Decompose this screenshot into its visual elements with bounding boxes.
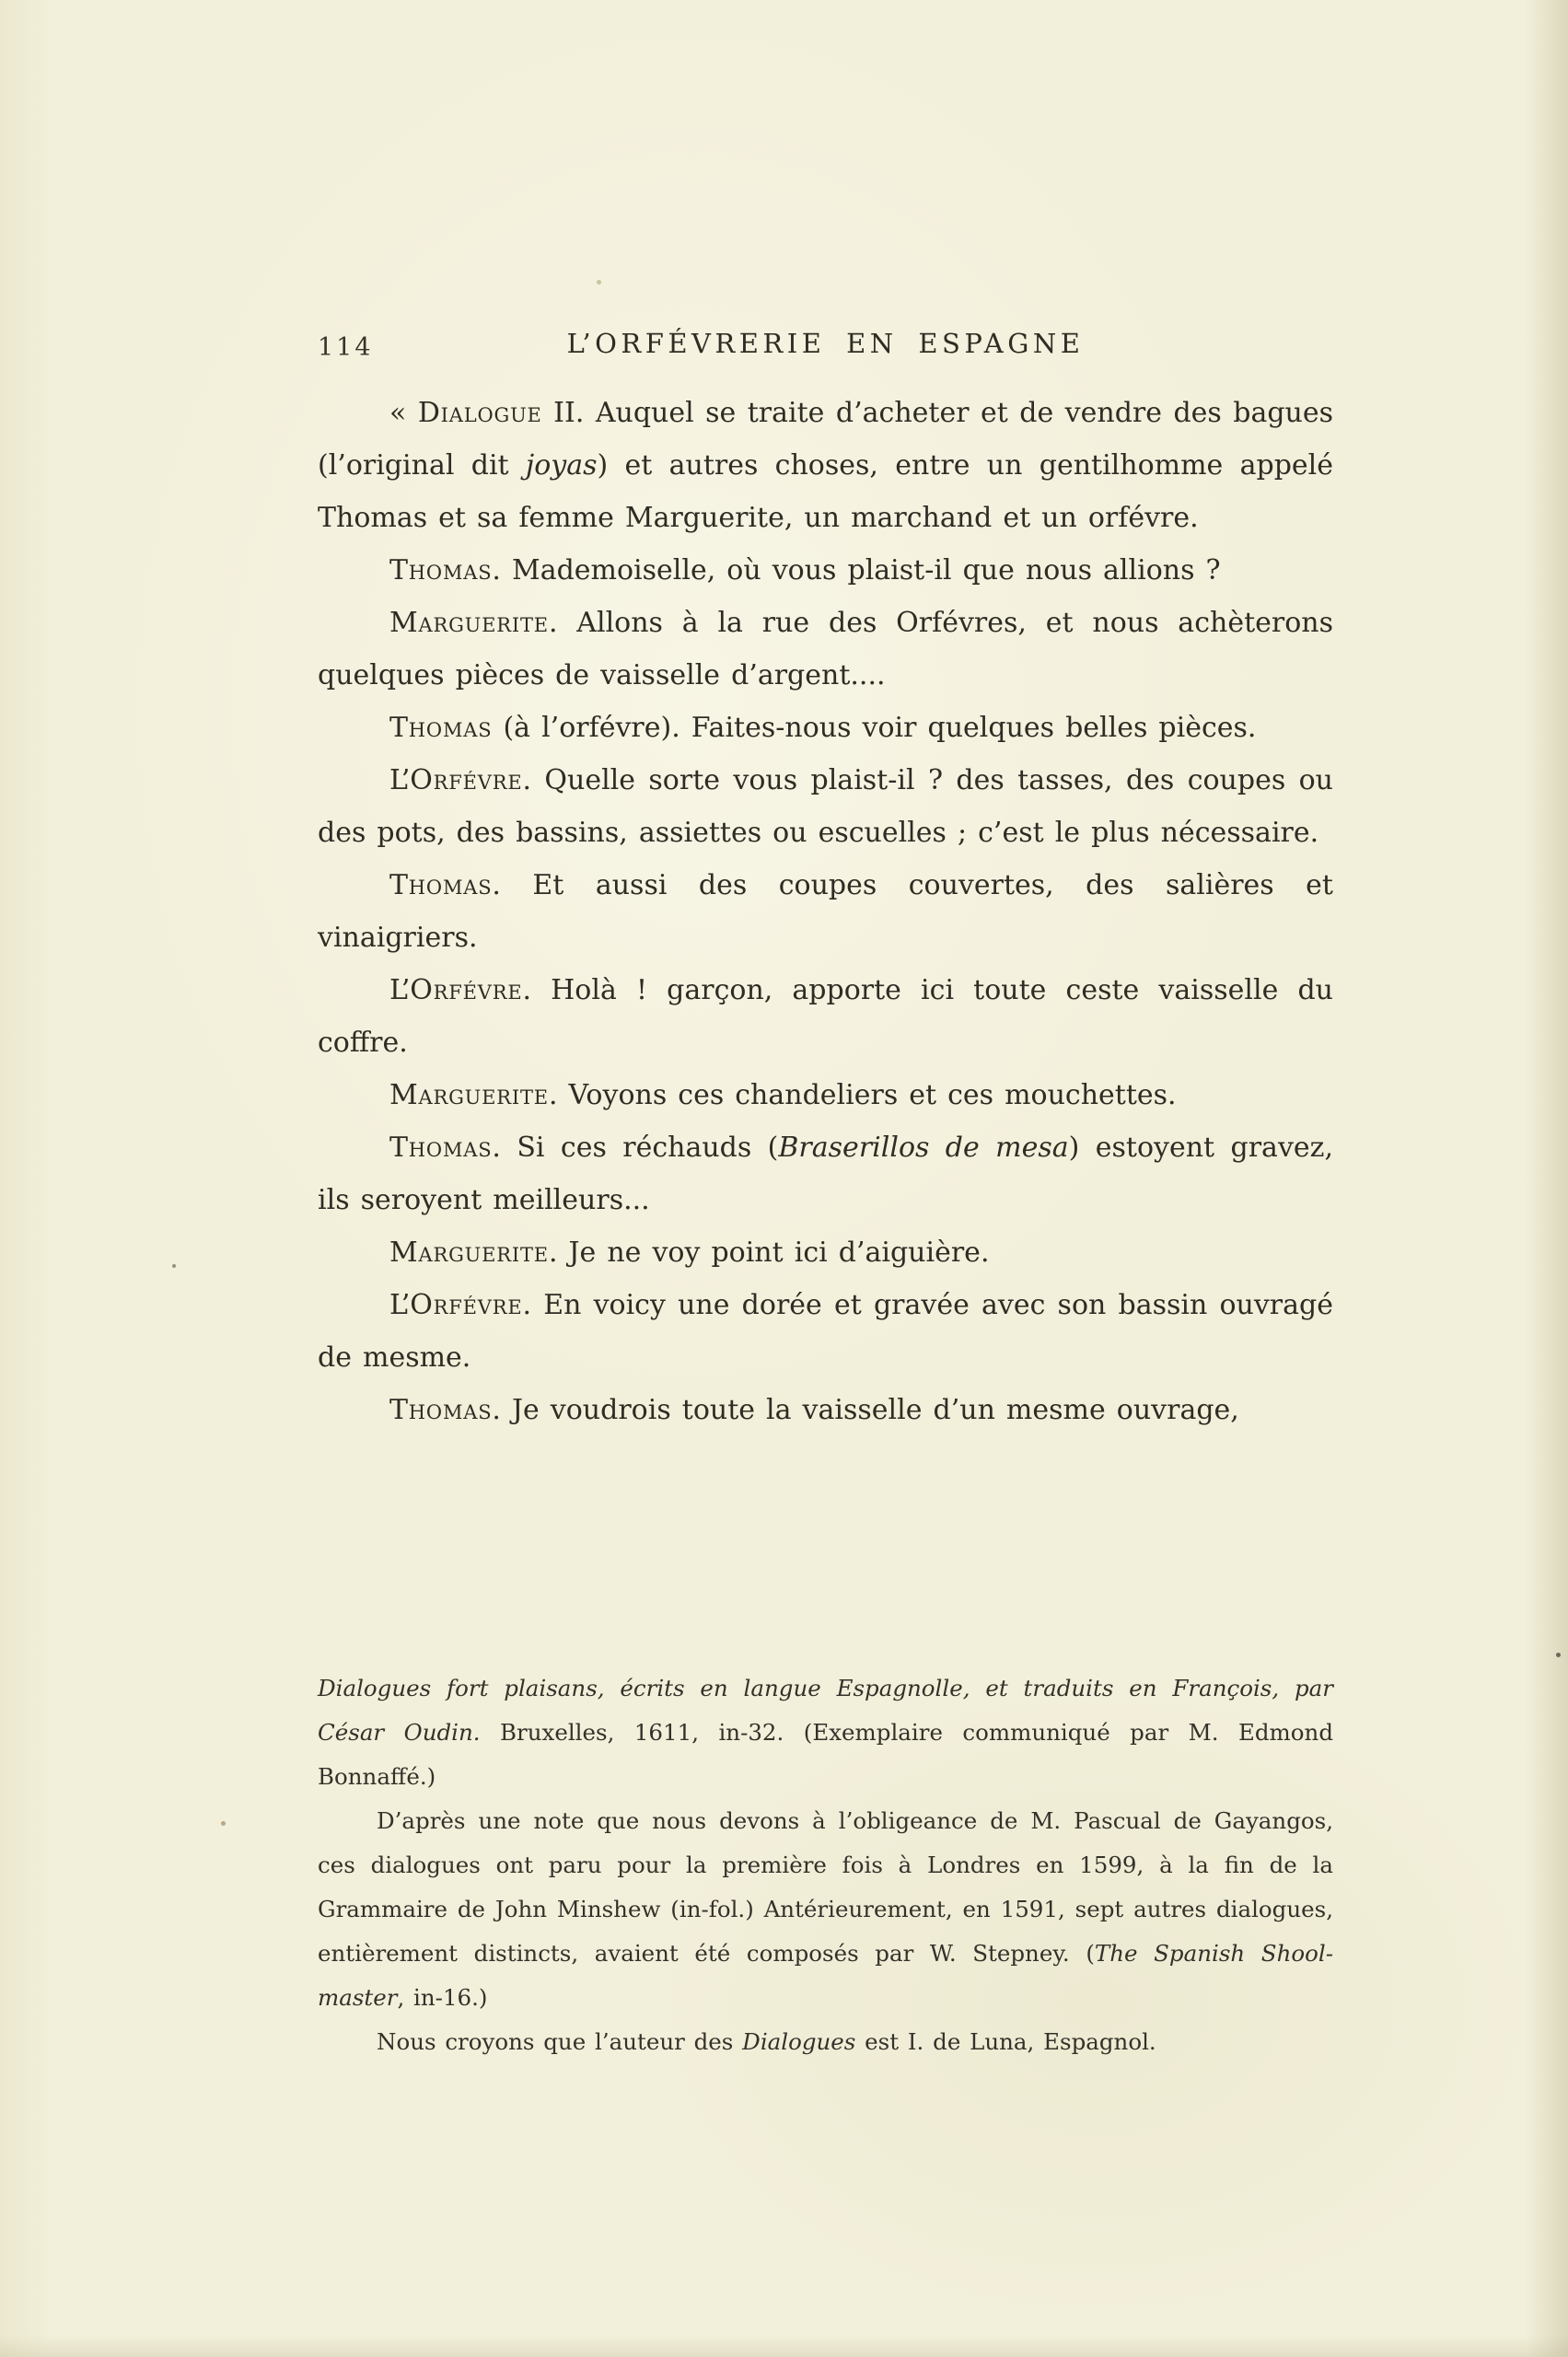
text-segment: , in-16.) [397, 1984, 488, 2011]
speaker-name: Marguerite [389, 1079, 549, 1111]
paper-speck [221, 1821, 226, 1826]
text-segment: Nous croyons que l’auteur des [377, 2028, 743, 2055]
text-segment: L’ [389, 1289, 411, 1321]
paragraph [318, 2020, 1333, 2064]
paragraph [318, 387, 1333, 544]
text-segment: . Allons à la rue des Orfévres, et nous achèterons quelques pièces de vaisselle d’argent.... [318, 607, 1333, 691]
text-segment: . Et aussi des coupes couvertes, des salières et vinaigriers. [318, 869, 1333, 954]
speaker-name: Thomas [389, 869, 493, 901]
text-segment: est I. de Luna, Espagnol. [855, 2028, 1156, 2055]
text-segment: Bruxelles, 1611, in-32. (Exemplaire communiqué par M. Edmond Bonnaffé.) [318, 1719, 1334, 1790]
paper-speck [597, 280, 601, 284]
text-segment: joyas [525, 449, 598, 482]
paper-speck [1556, 1653, 1561, 1657]
paragraph [318, 1799, 1333, 2020]
speaker-name: Marguerite [389, 1237, 549, 1269]
paragraph [318, 1666, 1333, 1799]
page-header [318, 328, 1333, 365]
speaker-name: Thomas [389, 1132, 493, 1164]
paragraph [318, 1279, 1333, 1384]
speaker-name: Orfévre [410, 974, 523, 1006]
text-segment: . Si ces réchauds ( [492, 1132, 779, 1164]
paragraph [318, 1069, 1333, 1121]
paragraph [318, 1226, 1333, 1279]
page-number: 114 [318, 333, 374, 362]
speaker-name: Orfévre [410, 1289, 523, 1321]
text-segment: . Mademoiselle, où vous plaist-il que nous allions ? [492, 554, 1221, 586]
dialogue-text-block [318, 387, 1333, 1436]
text-segment: II. Auquel se traite d’acheter et de vendre des bagues (l’original dit [318, 397, 1334, 482]
running-title: L’ORFÉVRERIE EN ESPAGNE [566, 328, 1085, 359]
text-segment: ) estoyent gravez, ils seroyent meilleurs... [318, 1132, 1333, 1216]
text-segment: D’après une note que nous devons à l’obligeance de M. Pascual de Gayangos, ces dialogues ont paru pour la première fois à Londres en 1599, à la fin de la Grammaire de John Minshew (in-fol.) Antérieurement, en 1591, sept autres dialogues, entièrement distincts, avaient été composés par W. Stepney. ( [318, 1807, 1333, 1967]
text-segment: L’ [389, 974, 411, 1006]
text-segment: The Spanish Shool-master [318, 1940, 1333, 2011]
paragraph [318, 754, 1333, 859]
text-segment: L’ [389, 764, 411, 796]
text-segment: Dialogues fort plaisans, écrits en langue Espagnolle, et traduits en François, par César Oudin. [318, 1675, 1333, 1746]
speaker-name: Thomas [389, 1394, 493, 1426]
text-segment: . En voicy une dorée et gravée avec son bassin ouvragé de mesme. [318, 1289, 1333, 1374]
speaker-name: Dialogue [417, 397, 542, 429]
text-segment: (à l’orfévre). Faites-nous voir quelques belles pièces. [492, 712, 1257, 744]
paragraph [318, 544, 1333, 597]
paper-speck [172, 1264, 176, 1268]
paragraph [318, 702, 1333, 754]
text-segment: Dialogues [742, 2028, 856, 2055]
speaker-name: Thomas [389, 554, 493, 586]
text-segment: . Voyons ces chandeliers et ces mouchettes. [548, 1079, 1177, 1111]
text-segment: . Quelle sorte vous plaist-il ? des tasses, des coupes ou des pots, des bassins, assiettes ou escuelles ; c’est le plus nécessaire. [318, 764, 1333, 849]
speaker-name: Orfévre [410, 764, 523, 796]
speaker-name: Thomas [389, 712, 493, 744]
paragraph [318, 1121, 1333, 1226]
text-segment: ) et autres choses, entre un gentilhomme appelé Thomas et sa femme Marguerite, un marchand et un orfévre. [318, 449, 1334, 534]
speaker-name: Marguerite [389, 607, 549, 639]
text-segment: Braserillos de mesa [778, 1132, 1069, 1164]
footnote-block [318, 1666, 1333, 2064]
text-segment: . Je ne voy point ici d’aiguière. [548, 1237, 990, 1269]
paragraph [318, 964, 1333, 1069]
paragraph [318, 597, 1333, 702]
paragraph [318, 1384, 1333, 1436]
text-segment: . Holà ! garçon, apporte ici toute ceste vaisselle du coffre. [318, 974, 1333, 1059]
paragraph [318, 859, 1333, 964]
text-segment: . Je voudrois toute la vaisselle d’un mesme ouvrage, [492, 1394, 1239, 1426]
text-segment: « [389, 397, 418, 429]
